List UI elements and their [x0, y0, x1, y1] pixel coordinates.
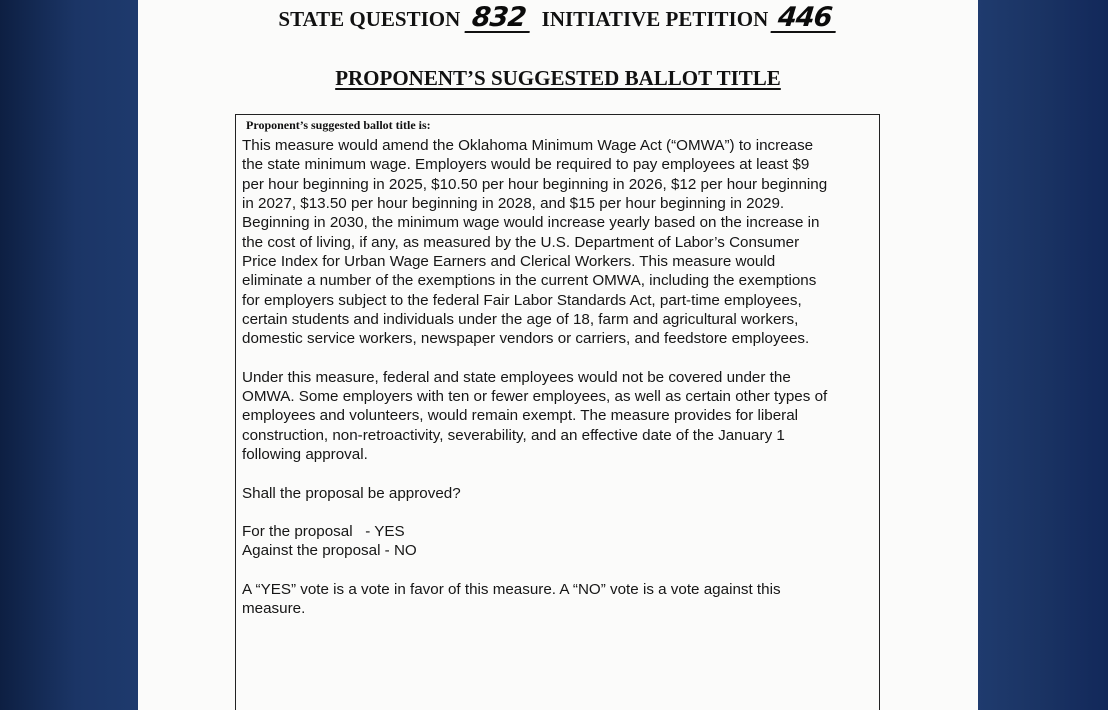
ballot-title-body: [242, 136, 882, 618]
document-page: [138, 0, 978, 710]
vote-yes-line: For the proposal - YES: [242, 522, 405, 540]
state-question-label: STATE QUESTION: [278, 7, 461, 31]
ballot-question: Shall the proposal be approved?: [242, 484, 461, 502]
ballot-title-box-label: Proponent’s suggested ballot title is:: [246, 118, 431, 132]
ballot-title-heading: PROPONENT’S SUGGESTED BALLOT TITLE: [335, 66, 781, 90]
left-background-panel: [0, 0, 138, 710]
state-question-number: 832: [465, 5, 533, 33]
initiative-petition-number: 446: [771, 5, 839, 33]
ballot-paragraph-1: This measure would amend the Oklahoma Minimum Wage Act (“OMWA”) to increase the state minimum wage. Employers would be required to pay employees at least $9 per hour beginning in 2025, $10.50 per hour beginning in 2026, $12 per hour beginning in 2027, $13.50 per hour beginning in 2028, and $15 per hour beginning in 2029. Beginning in 2030, the minimum wage would increase yearly based on the increase in the cost of living, if any, as measured by the U.S. Department of Labor’s Consumer Price Index for Urban Wage Earners and Clerical Workers. This measure would eliminate a number of the exemptions in the current OMWA, including the exemptions for employers subject to the federal Fair Labor Standards Act, part-time employees, certain students and individuals under the age of 18, farm and agricultural workers, domestic service workers, newspaper vendors or carriers, and feedstore employees.: [242, 137, 828, 348]
vote-explanation: A “YES” vote is a vote in favor of this measure. A “NO” vote is a vote against this measure.: [242, 580, 781, 617]
document-header: [138, 2, 978, 33]
right-background-panel: [978, 0, 1108, 710]
ballot-title-box: [235, 114, 880, 710]
ballot-paragraph-2: Under this measure, federal and state employees would not be covered under the OMWA. Some employers with ten or fewer employees, as well as certain other types of employees and volunteers, would remain exempt. The measure provides for liberal construction, non-retroactivity, severability, and an effective date of the January 1 following approval.: [242, 368, 828, 464]
vote-no-line: Against the proposal - NO: [242, 542, 417, 560]
initiative-petition-label: INITIATIVE PETITION: [541, 7, 769, 31]
